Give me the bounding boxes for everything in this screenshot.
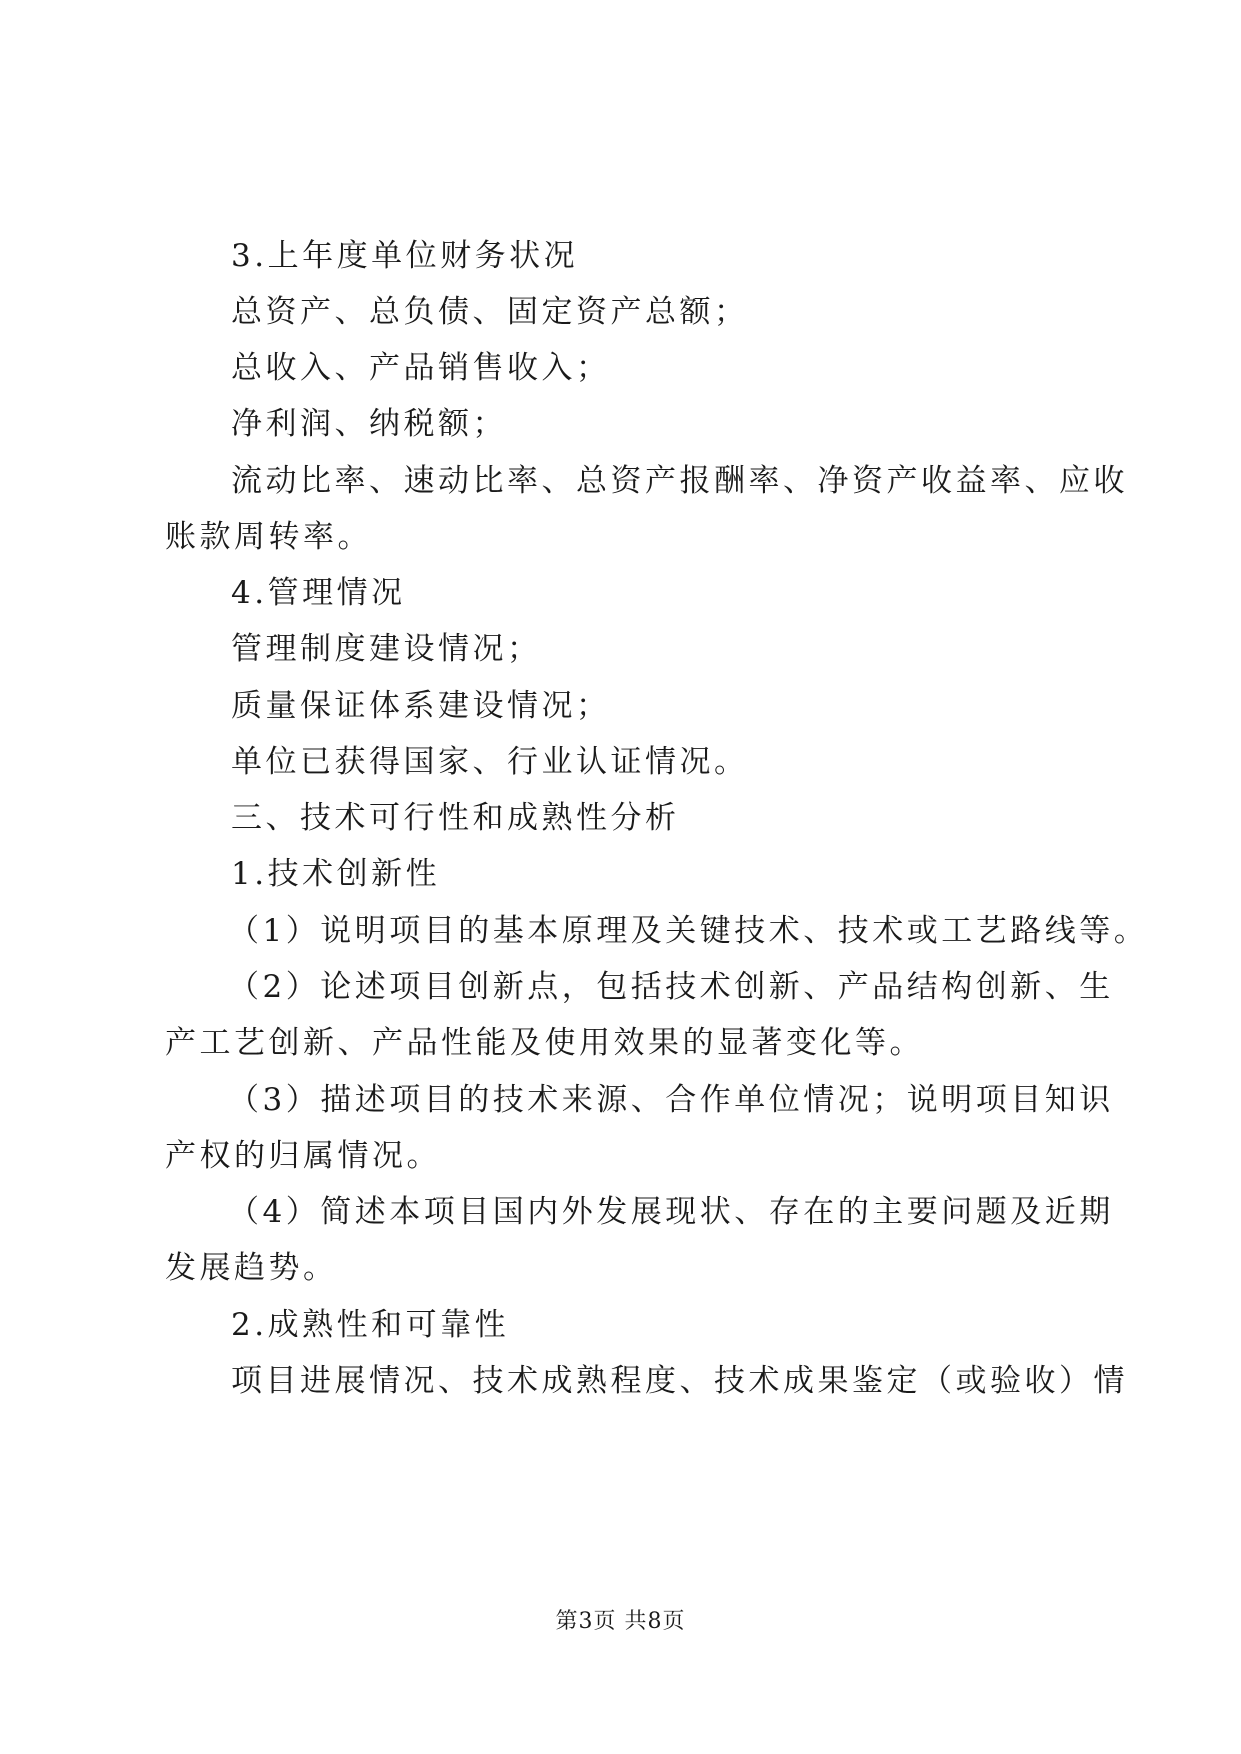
page-footer: 第3页 共8页 [555,1609,686,1634]
section-heading-management: 4.管理情况 [231,575,406,611]
paragraph-line: （2）论述项目创新点，包括技术创新、产品结构创新、生 [228,969,1114,1005]
paragraph-line: 产权的归属情况。 [165,1138,441,1174]
paragraph-line: 总资产、总负债、固定资产总额； [231,294,749,330]
paragraph-line: （4）简述本项目国内外发展现状、存在的主要问题及近期 [228,1194,1114,1230]
paragraph-line: （3）描述项目的技术来源、合作单位情况；说明项目知识 [228,1082,1114,1118]
paragraph-line: 发展趋势。 [165,1250,338,1286]
paragraph-line: 质量保证体系建设情况； [231,688,611,724]
paragraph-line: 净利润、纳税额； [231,406,507,442]
paragraph-line: 单位已获得国家、行业认证情况。 [231,744,749,780]
paragraph-line: 项目进展情况、技术成熟程度、技术成果鉴定（或验收）情 [231,1363,1128,1399]
section-heading-innovation: 1.技术创新性 [231,856,441,892]
paragraph-line: 总收入、产品销售收入； [231,350,611,386]
paragraph-line: 产工艺创新、产品性能及使用效果的显著变化等。 [165,1025,924,1061]
section-heading-maturity: 2.成熟性和可靠性 [231,1307,510,1343]
paragraph-line: 账款周转率。 [165,519,372,555]
chapter-heading-technical-feasibility: 三、技术可行性和成熟性分析 [231,800,680,836]
paragraph-line: （1）说明项目的基本原理及关键技术、技术或工艺路线等。 [228,913,1149,949]
paragraph-line: 管理制度建设情况； [231,631,542,667]
paragraph-line: 流动比率、速动比率、总资产报酬率、净资产收益率、应收 [231,463,1128,499]
section-heading-financial: 3.上年度单位财务状况 [231,238,579,274]
